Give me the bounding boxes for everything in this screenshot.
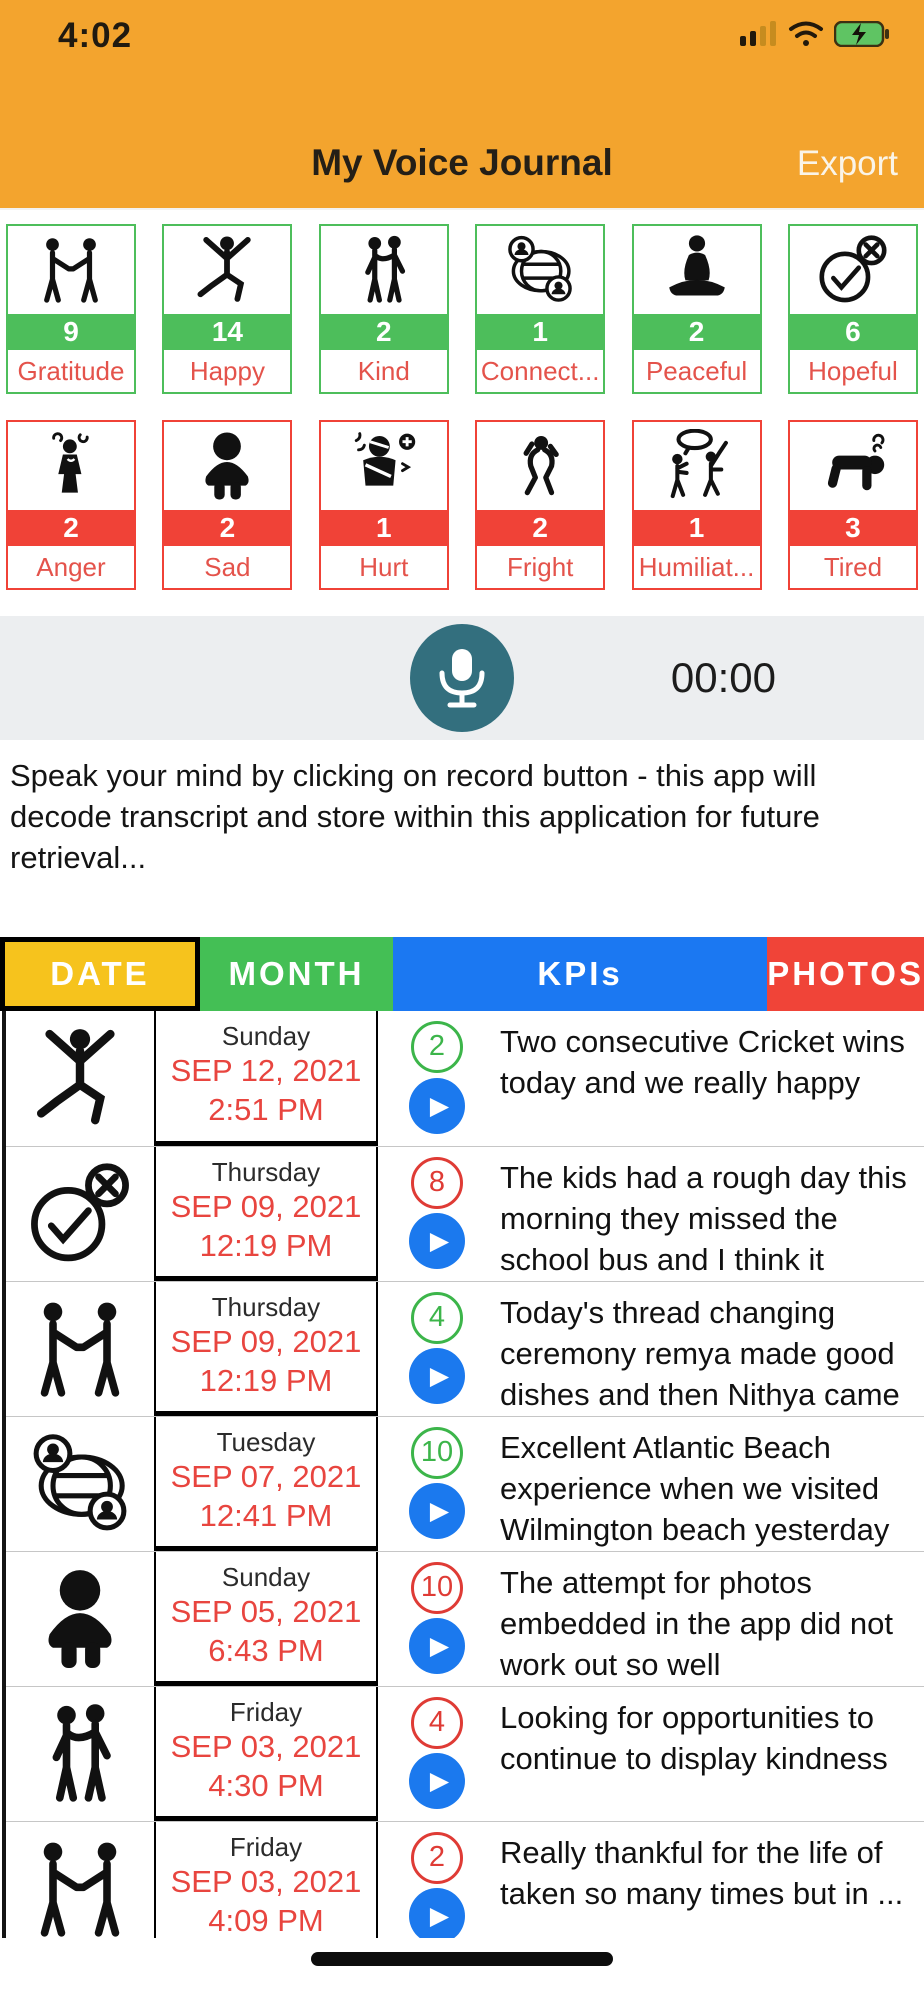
entry-transcript: The attempt for photos embedded in the app did not work out so well: [500, 1564, 893, 1683]
emotion-label: Fright: [506, 551, 574, 582]
emotion-count: 9: [8, 314, 134, 350]
play-icon: ▶: [429, 1766, 450, 1795]
export-button[interactable]: Export: [796, 144, 898, 183]
status-time: 4:02: [58, 16, 133, 55]
entry-day: Thursday: [211, 1156, 321, 1187]
entry-time: 12:19 PM: [199, 1362, 333, 1398]
entry-transcript: Looking for opportunities to continue to display kindness: [500, 1699, 888, 1776]
entry-date: SEP 09, 2021: [170, 1188, 362, 1224]
emotion-label: Sad: [204, 551, 251, 582]
entry-kpi-column: [378, 1417, 496, 1551]
entry-day: Sunday: [221, 1021, 311, 1052]
entry-time: 2:51 PM: [208, 1092, 324, 1128]
emotion-label: Hopeful: [808, 355, 898, 386]
emotion-tile[interactable]: [162, 420, 292, 590]
emotion-count: 2: [321, 314, 447, 350]
play-button[interactable]: [409, 1483, 465, 1539]
emotion-count: 1: [634, 510, 760, 546]
emotion-count: 2: [634, 314, 760, 350]
entry-emotion-icon: [6, 1822, 154, 1956]
emotion-icon: [164, 226, 290, 314]
entry-kpi-column: [378, 1147, 496, 1281]
entry-time: 4:09 PM: [208, 1902, 324, 1938]
emotion-label: Happy: [189, 355, 265, 386]
tab[interactable]: MONTH: [200, 937, 393, 1011]
entry-time: 6:43 PM: [208, 1632, 324, 1668]
nav-bar: [0, 142, 924, 190]
emotion-count: 1: [477, 314, 603, 350]
emotion-icon: [634, 226, 760, 314]
entry-date-box: [154, 1822, 378, 1956]
entry-day: Sunday: [221, 1561, 311, 1592]
emotion-label: Humiliat...: [638, 551, 755, 582]
emotion-tile[interactable]: [319, 420, 449, 590]
entry-day: Friday: [229, 1696, 303, 1727]
entry-time: 12:41 PM: [199, 1497, 333, 1533]
emotion-icon: [634, 422, 760, 510]
play-button[interactable]: [409, 1078, 465, 1134]
emotion-label: Peaceful: [645, 355, 748, 386]
play-icon: ▶: [429, 1226, 450, 1255]
play-icon: ▶: [429, 1361, 450, 1390]
emotion-tile[interactable]: [788, 420, 918, 590]
emotion-label: Tired: [823, 551, 883, 582]
emotion-tile[interactable]: [475, 420, 605, 590]
status-bar: [0, 0, 924, 56]
emotion-count: 2: [477, 510, 603, 546]
tab[interactable]: KPIs: [393, 937, 767, 1011]
entry-time: 12:19 PM: [199, 1227, 333, 1263]
emotion-tile[interactable]: [788, 224, 918, 394]
positive-emotions-row: [6, 224, 918, 394]
entry-kpi-column: [378, 1552, 496, 1686]
cellular-signal-icon: [740, 21, 778, 52]
emotion-icon: [321, 226, 447, 314]
entry-day: Friday: [229, 1831, 303, 1862]
entry-date-box: [154, 1011, 378, 1146]
status-icons: [740, 21, 890, 52]
play-icon: ▶: [429, 1631, 450, 1660]
emotion-icon: [790, 422, 916, 510]
entry-date: SEP 03, 2021: [170, 1863, 362, 1899]
record-button[interactable]: [410, 624, 514, 732]
emotion-icon: [790, 226, 916, 314]
emotion-count: 1: [321, 510, 447, 546]
journal-entry-row[interactable]: [6, 1011, 924, 1146]
record-bar: [0, 616, 924, 740]
tab-bar: [0, 937, 924, 1011]
footer: [0, 1938, 924, 2000]
app-header: [0, 0, 924, 208]
emotion-count: 14: [164, 314, 290, 350]
tab[interactable]: DATE: [0, 937, 200, 1011]
kpi-badge: 8: [411, 1157, 463, 1209]
record-timer: 00:00: [670, 654, 776, 701]
entry-kpi-column: [378, 1687, 496, 1821]
entry-date-box: [154, 1687, 378, 1821]
page-title: My Voice Journal: [311, 142, 613, 183]
journal-entry-row[interactable]: [6, 1686, 924, 1821]
emotion-icon: [8, 226, 134, 314]
battery-charging-icon: [834, 21, 890, 52]
emotion-tile[interactable]: [6, 224, 136, 394]
emotion-tile[interactable]: [632, 420, 762, 590]
play-icon: ▶: [429, 1091, 450, 1120]
play-button[interactable]: [409, 1753, 465, 1809]
emotion-summary: [0, 208, 924, 590]
entry-date-box: [154, 1552, 378, 1686]
home-indicator[interactable]: [311, 1952, 613, 1966]
journal-entry-row[interactable]: [6, 1821, 924, 1956]
entry-day: Thursday: [211, 1291, 321, 1322]
journal-entry-list: [2, 1011, 924, 1956]
emotion-label: Gratitude: [17, 355, 125, 386]
entry-date: SEP 03, 2021: [170, 1728, 362, 1764]
emotion-icon: [477, 422, 603, 510]
entry-date-box: [154, 1147, 378, 1281]
emotion-count: 2: [8, 510, 134, 546]
kpi-badge: 2: [411, 1832, 463, 1884]
entry-transcript: Today's thread changing ceremony remya made good dishes and then Nithya came: [500, 1294, 900, 1413]
emotion-label: Anger: [36, 551, 106, 582]
entry-emotion-icon: [6, 1417, 154, 1551]
emotion-icon: [477, 226, 603, 314]
emotion-count: 2: [164, 510, 290, 546]
play-button[interactable]: [409, 1348, 465, 1404]
entry-transcript: Two consecutive Cricket wins today and we really happy: [500, 1023, 905, 1100]
entry-emotion-icon: [6, 1011, 154, 1146]
kpi-badge: 4: [411, 1292, 463, 1344]
play-button[interactable]: [409, 1888, 465, 1944]
microphone-icon: [434, 645, 490, 712]
entry-day: Tuesday: [216, 1426, 316, 1457]
emotion-count: 6: [790, 314, 916, 350]
entry-kpi-column: [378, 1282, 496, 1416]
entry-transcript: Really thankful for the life of taken so many times but in ...: [500, 1834, 904, 1911]
tab[interactable]: PHOTOS: [767, 937, 924, 1011]
play-icon: ▶: [429, 1901, 450, 1930]
hint-text: Speak your mind by clicking on record button - this app will decode transcript and store within this application for future retrieval...: [10, 758, 820, 875]
entry-date-box: [154, 1282, 378, 1416]
emotion-tile[interactable]: [6, 420, 136, 590]
entry-date: SEP 09, 2021: [170, 1323, 362, 1359]
kpi-badge: 10: [411, 1427, 463, 1479]
entry-time: 4:30 PM: [208, 1767, 324, 1803]
emotion-tile[interactable]: [632, 224, 762, 394]
entry-emotion-icon: [6, 1687, 154, 1821]
kpi-badge: 4: [411, 1697, 463, 1749]
emotion-tile[interactable]: [319, 224, 449, 394]
entry-date-box: [154, 1417, 378, 1551]
emotion-label: Connect...: [480, 355, 600, 386]
entry-emotion-icon: [6, 1282, 154, 1416]
emotion-count: 3: [790, 510, 916, 546]
emotion-label: Kind: [357, 355, 410, 386]
entry-emotion-icon: [6, 1147, 154, 1281]
entry-transcript: The kids had a rough day this morning they missed the school bus and I think it: [500, 1159, 907, 1278]
entry-kpi-column: [378, 1011, 496, 1146]
entry-date: SEP 12, 2021: [170, 1053, 362, 1089]
emotion-tile[interactable]: [475, 224, 605, 394]
journal-entry-row[interactable]: [6, 1281, 924, 1416]
emotion-icon: [8, 422, 134, 510]
emotion-tile[interactable]: [162, 224, 292, 394]
emotion-label: Hurt: [359, 551, 409, 582]
entry-transcript: Excellent Atlantic Beach experience when we visited Wilmington beach yesterday: [500, 1429, 890, 1548]
wifi-icon: [788, 21, 824, 52]
entry-date: SEP 07, 2021: [170, 1458, 362, 1494]
play-icon: ▶: [429, 1496, 450, 1525]
play-button[interactable]: [409, 1618, 465, 1674]
journal-entry-row[interactable]: [6, 1551, 924, 1686]
entry-kpi-column: [378, 1822, 496, 1956]
entry-date: SEP 05, 2021: [170, 1593, 362, 1629]
entry-emotion-icon: [6, 1552, 154, 1686]
journal-entry-row[interactable]: [6, 1416, 924, 1551]
emotion-icon: [164, 422, 290, 510]
kpi-badge: 10: [411, 1562, 463, 1614]
kpi-badge: 2: [411, 1021, 463, 1073]
play-button[interactable]: [409, 1213, 465, 1269]
emotion-icon: [321, 422, 447, 510]
journal-entry-row[interactable]: [6, 1146, 924, 1281]
negative-emotions-row: [6, 420, 918, 590]
